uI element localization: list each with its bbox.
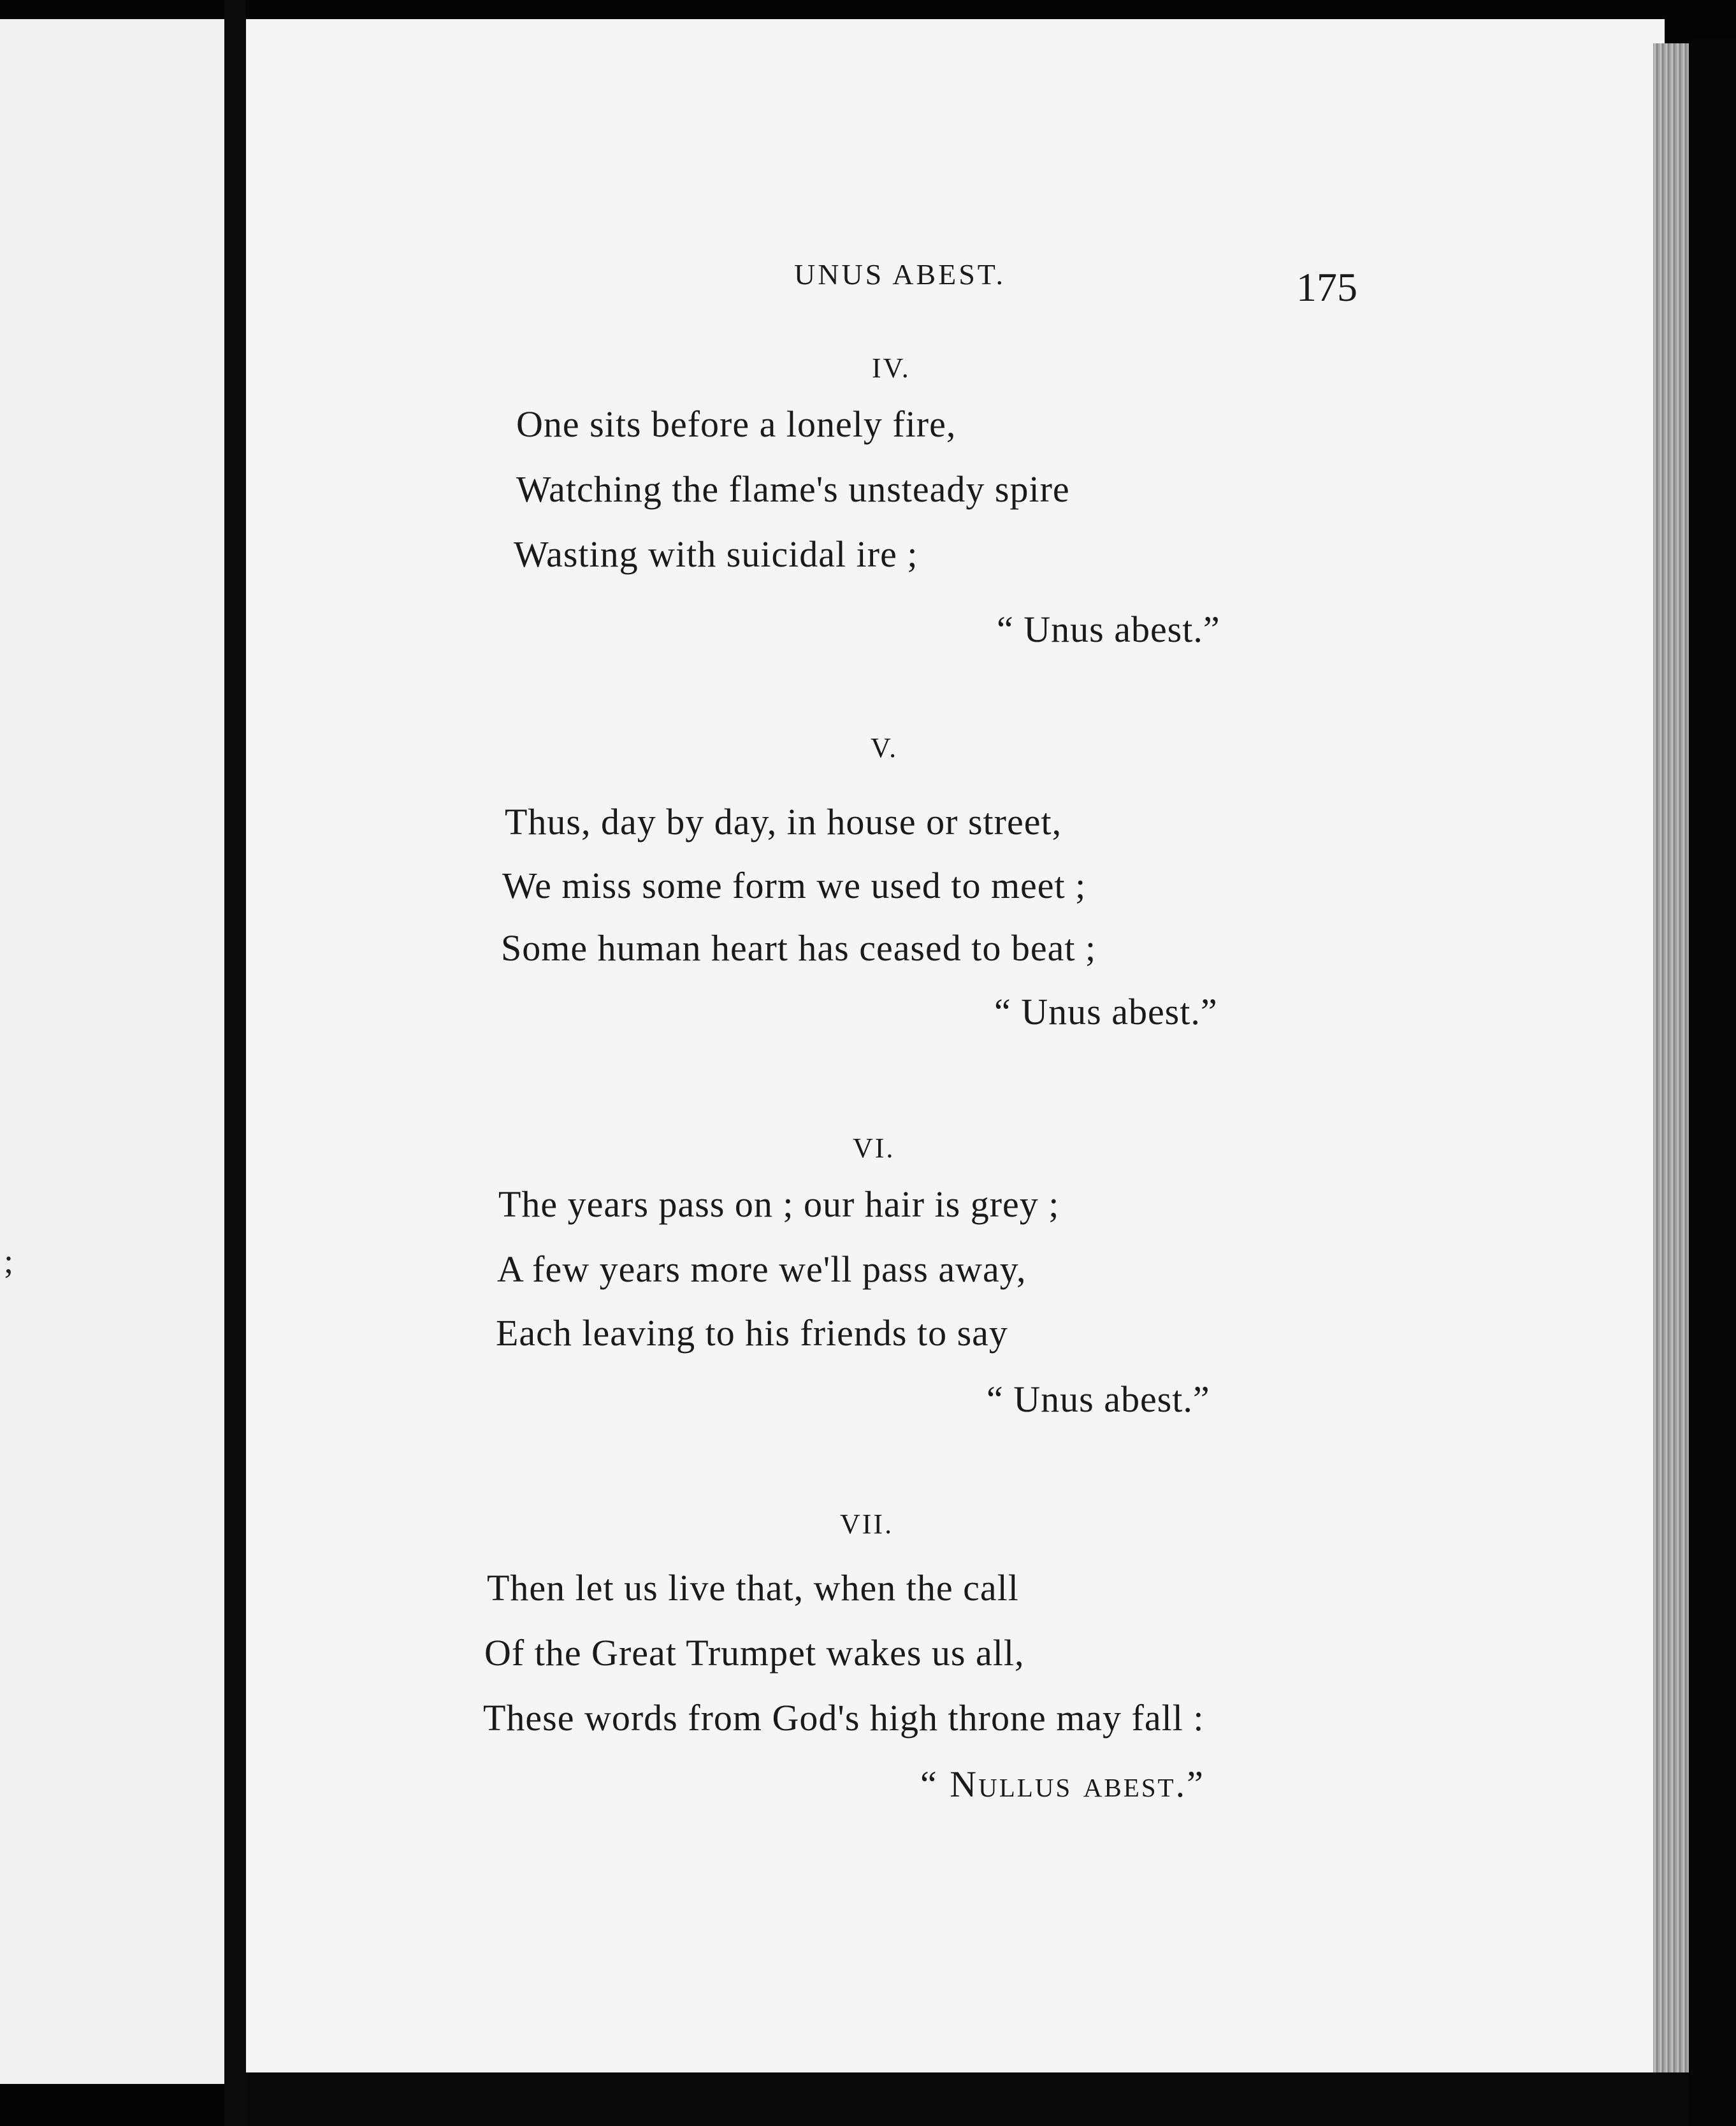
stanza-vi-refrain: “ Unus abest.” bbox=[987, 1378, 1210, 1420]
stanza-vii-line-3: These words from God's high throne may fall : bbox=[483, 1697, 1204, 1739]
stanza-iv-line-2: Watching the flame's unsteady spire bbox=[516, 468, 1070, 510]
stanza-v-line-2: We miss some form we used to meet ; bbox=[502, 865, 1087, 906]
stanza-vi-line-1: The years pass on ; our hair is grey ; bbox=[498, 1183, 1060, 1225]
book-gutter bbox=[224, 0, 246, 2126]
stanza-v-refrain: “ Unus abest.” bbox=[994, 991, 1218, 1032]
stanza-iv-line-1: One sits before a lonely fire, bbox=[516, 403, 957, 445]
right-page bbox=[246, 19, 1665, 2072]
stanza-numeral-v: V. bbox=[871, 732, 899, 763]
stanza-vii-line-1: Then let us live that, when the call bbox=[487, 1567, 1019, 1609]
stanza-numeral-iv: IV. bbox=[872, 352, 911, 384]
stanza-numeral-vi: VI. bbox=[853, 1132, 895, 1164]
stanza-iv-refrain: “ Unus abest.” bbox=[997, 609, 1220, 650]
right-scan-border bbox=[1689, 38, 1736, 2126]
stanza-vii-refrain: “ Nullus abest.” bbox=[920, 1763, 1205, 1805]
stanza-v-line-1: Thus, day by day, in house or street, bbox=[505, 801, 1062, 842]
page-edges bbox=[1653, 43, 1689, 2089]
running-head: UNUS ABEST. bbox=[794, 258, 1006, 291]
left-page-text-fragment: ; bbox=[4, 1242, 14, 1280]
stanza-iv-line-3: Wasting with suicidal ire ; bbox=[514, 533, 918, 575]
stanza-vi-line-2: A few years more we'll pass away, bbox=[497, 1248, 1027, 1290]
stanza-vii-line-2: Of the Great Trumpet wakes us all, bbox=[484, 1632, 1025, 1674]
stanza-vi-line-3: Each leaving to his friends to say bbox=[496, 1312, 1008, 1354]
stanza-v-line-3: Some human heart has ceased to beat ; bbox=[501, 927, 1097, 969]
stanza-numeral-vii: VII. bbox=[840, 1508, 894, 1540]
page-number: 175 bbox=[1296, 264, 1357, 310]
left-facing-page bbox=[0, 19, 224, 2084]
bottom-scan-border bbox=[246, 2072, 1689, 2126]
